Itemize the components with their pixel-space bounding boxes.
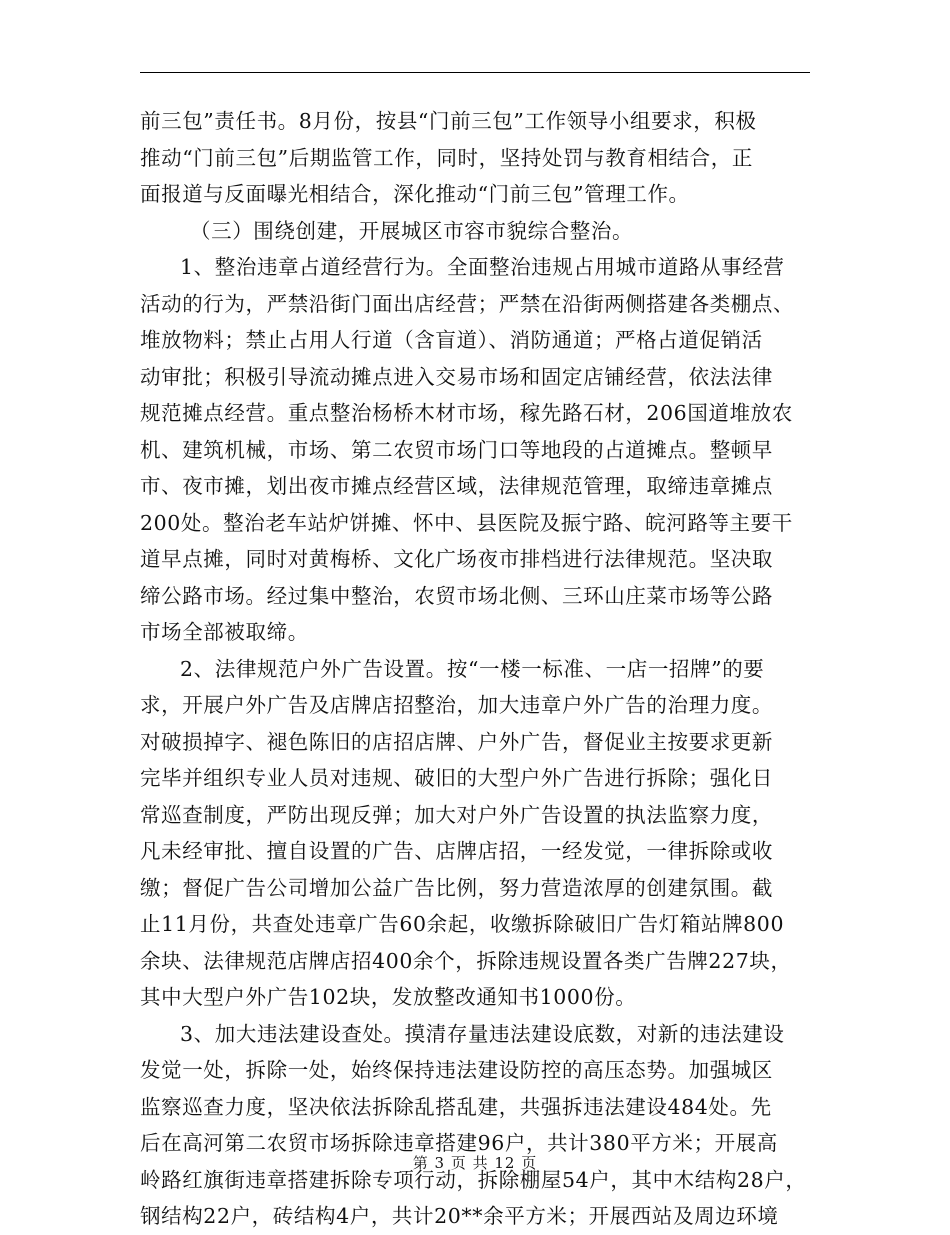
paragraph-item-2 xyxy=(140,651,830,1016)
text-line: 缔公路市场。经过集中整治，农贸市场北侧、三环山庄菜市场等公路 xyxy=(140,583,773,608)
header-rule xyxy=(140,72,810,73)
footer-middle: 页 共 xyxy=(450,1154,489,1172)
text-line: 钢结构22户，砖结构4户，共计20**余平方米；开展西站及周边环境 xyxy=(140,1204,779,1228)
footer-total-pages: 12 xyxy=(494,1154,516,1172)
text-line: 动审批；积极引导流动摊点进入交易市场和固定店铺经营，依法法律 xyxy=(140,364,773,389)
footer-prefix: 第 xyxy=(412,1154,429,1172)
text-line: 200处。整治老车站炉饼摊、怀中、县医院及振宁路、皖河路等主要干 xyxy=(140,510,793,535)
text-line: 前三包”责任书。8月份，按县“门前三包”工作领导小组要求，积极 xyxy=(140,109,757,133)
text-line: 其中大型户外广告102块，发放整改通知书1000份。 xyxy=(140,985,637,1009)
text-line: 后在高河第二农贸市场拆除违章搭建96户，共计380平方米；开展高 xyxy=(140,1131,778,1155)
page-footer xyxy=(0,1152,950,1173)
text-line: 道早点摊，同时对黄梅桥、文化广场夜市排档进行法律规范。坚决取 xyxy=(140,547,773,571)
paragraph-item-3 xyxy=(140,1016,830,1235)
text-line: 缴；督促广告公司增加公益广告比例，努力营造浓厚的创建氛围。截 xyxy=(140,875,773,900)
document-body xyxy=(140,103,830,1235)
text-line: 活动的行为，严禁沿街门面出店经营；严禁在沿街两侧搭建各类棚点、 xyxy=(140,291,795,316)
text-line: 常巡查制度，严防出现反弹；加大对户外广告设置的执法监察力度， xyxy=(140,802,773,827)
text-line: 凡未经审批、擅自设置的广告、店牌店招，一经发觉，一律拆除或收 xyxy=(140,839,773,863)
text-line: 3、加大违法建设查处。摸清存量违法建设底数，对新的违法建设 xyxy=(180,1021,785,1046)
footer-suffix: 页 xyxy=(521,1154,538,1172)
text-line: 规范摊点经营。重点整治杨桥木材市场，稼先路石材，206国道堆放农 xyxy=(140,401,793,425)
text-line: 推动“门前三包”后期监管工作，同时，坚持处罚与教育相结合，正 xyxy=(140,145,753,170)
text-line: 岭路红旗街违章搭建拆除专项行动，拆除棚屋54户，其中木结构28户， xyxy=(140,1167,807,1192)
text-line: 完毕并组织专业人员对违规、破旧的大型户外广告进行拆除；强化日 xyxy=(140,766,773,790)
text-line: 止11月份，共查处违章广告60余起，收缴拆除破旧广告灯箱站牌800 xyxy=(140,912,785,936)
text-line: 监察巡查力度，坚决依法拆除乱搭乱建，共强拆违法建设484处。先 xyxy=(140,1094,772,1119)
section-heading xyxy=(140,213,830,250)
text-line: 市场全部被取缔。 xyxy=(140,620,309,644)
section-heading-text: （三）围绕创建，开展城区市容市貌综合整治。 xyxy=(190,218,634,243)
text-line: 求，开展户外广告及店牌店招整治，加大违章户外广告的治理力度。 xyxy=(140,693,773,717)
text-line: 2、法律规范户外广告设置。按“一楼一标准、一店一招牌”的要 xyxy=(180,656,765,681)
paragraph-item-1 xyxy=(140,249,830,651)
text-line: 机、建筑机械，市场、第二农贸市场门口等地段的占道摊点。整顿早 xyxy=(140,437,773,462)
paragraph-continuation xyxy=(140,103,830,213)
footer-current-page: 3 xyxy=(434,1154,446,1172)
text-line: 余块、法律规范店牌店招400余个，拆除违规设置各类广告牌227块， xyxy=(140,948,792,973)
text-line: 面报道与反面曝光相结合，深化推动“门前三包”管理工作。 xyxy=(140,182,690,206)
text-line: 堆放物料；禁止占用人行道（含盲道）、消防通道；严格占道促销活 xyxy=(140,328,763,352)
text-line: 对破损掉字、褪色陈旧的店招店牌、户外广告，督促业主按要求更新 xyxy=(140,729,773,754)
text-line: 1、整治违章占道经营行为。全面整治违规占用城市道路从事经营 xyxy=(180,255,785,279)
text-line: 发觉一处，拆除一处，始终保持违法建设防控的高压态势。加强城区 xyxy=(140,1058,773,1082)
text-line: 市、夜市摊，划出夜市摊点经营区域，法律规范管理，取缔违章摊点 xyxy=(140,474,773,498)
